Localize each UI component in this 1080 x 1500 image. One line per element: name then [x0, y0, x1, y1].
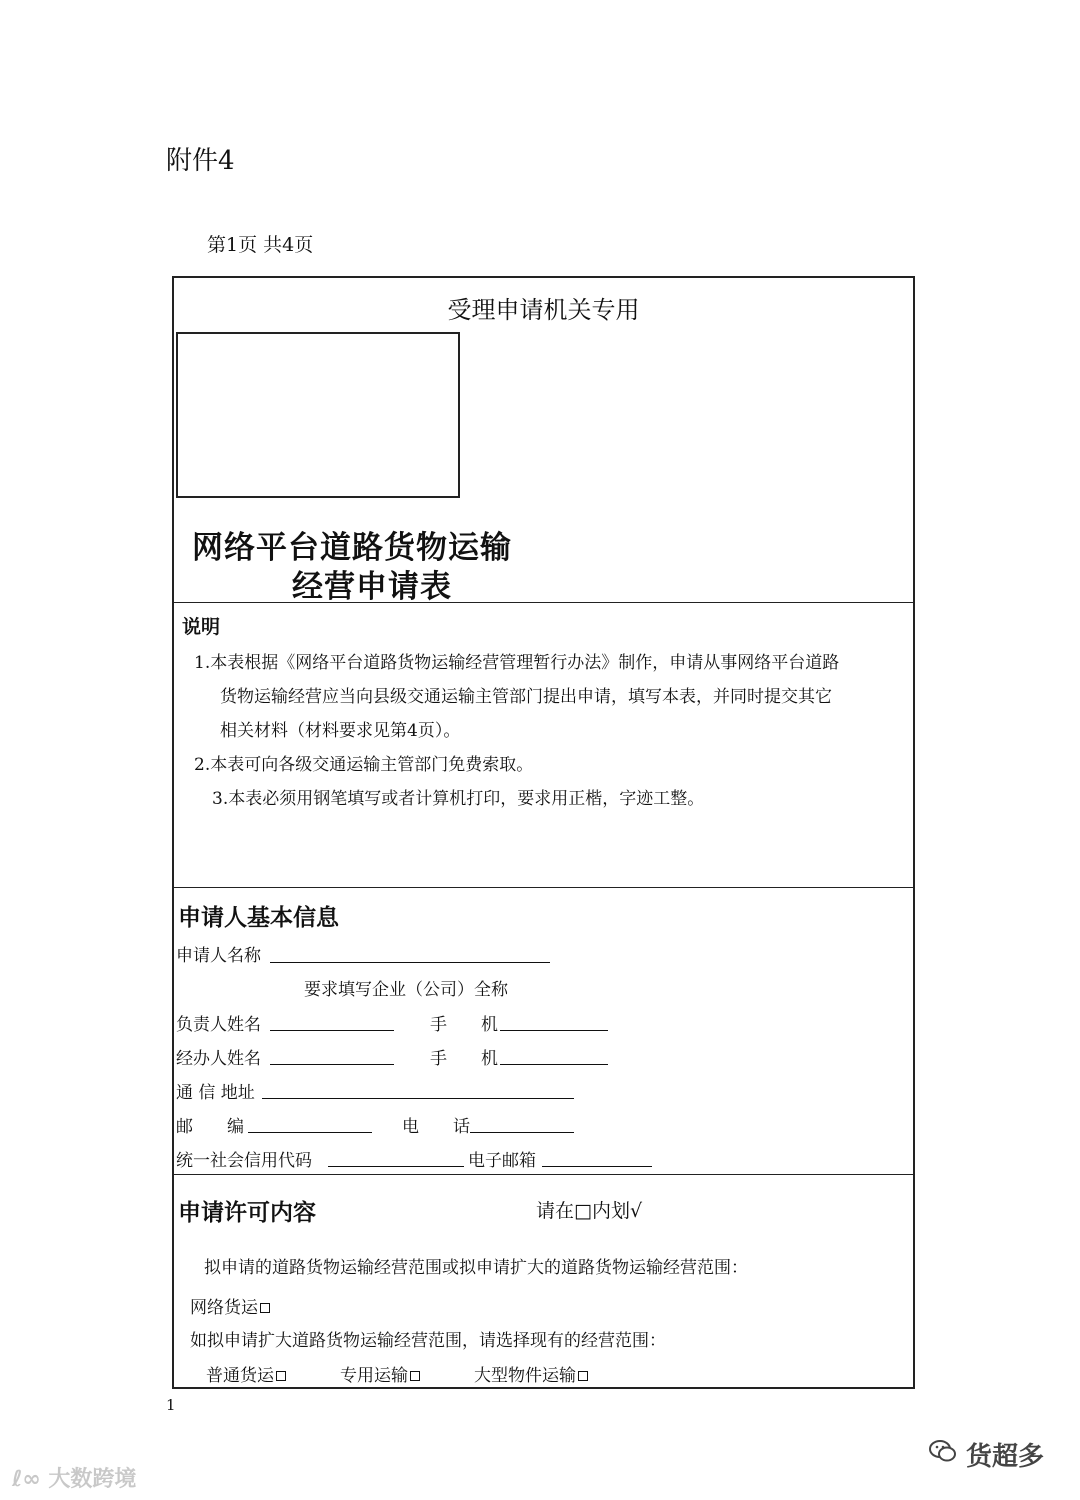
applicant-name-hint: 要求填写企业（公司）全称 — [304, 980, 508, 1000]
principal-name-field[interactable] — [270, 1030, 394, 1031]
postcode-label: 邮 编 — [176, 1117, 244, 1137]
watermark-left-text: 大数跨境 — [48, 1467, 137, 1492]
option-label: 普通货运 — [206, 1366, 274, 1386]
principal-mobile-label: 手 机 — [430, 1015, 498, 1035]
checkbox[interactable] — [276, 1371, 286, 1381]
notes-heading: 说明 — [182, 616, 221, 638]
agent-mobile-label: 手 机 — [430, 1049, 498, 1069]
divider — [174, 1174, 913, 1175]
option-special-transport[interactable] — [340, 1361, 420, 1386]
option-label: 专用运输 — [340, 1366, 408, 1386]
divider — [174, 887, 913, 888]
agent-mobile-field[interactable] — [500, 1064, 608, 1065]
applicant-info-heading: 申请人基本信息 — [178, 905, 339, 931]
agent-name-label: 经办人姓名 — [176, 1049, 261, 1069]
phone-field[interactable] — [470, 1132, 574, 1133]
page-info: 第1页 共4页 — [207, 234, 314, 256]
watermark-logo-icon: ℓ∞ — [12, 1467, 49, 1492]
office-use-label: 受理申请机关专用 — [447, 296, 640, 324]
divider — [174, 602, 913, 603]
option-general-freight[interactable] — [206, 1361, 286, 1386]
agent-name-field[interactable] — [270, 1064, 394, 1065]
checkbox[interactable] — [578, 1371, 588, 1381]
wechat-icon — [928, 1436, 958, 1466]
address-field[interactable] — [262, 1098, 574, 1099]
permit-expand-text: 如拟申请扩大道路货物运输经营范围，请选择现有的经营范围： — [190, 1331, 666, 1351]
postcode-field[interactable] — [248, 1132, 372, 1133]
email-field[interactable] — [542, 1166, 652, 1167]
form-title-line1: 网络平台道路货物运输 — [192, 530, 512, 566]
checkbox[interactable] — [410, 1371, 420, 1381]
applicant-name-label: 申请人名称 — [176, 946, 261, 966]
principal-mobile-field[interactable] — [500, 1030, 608, 1031]
option-label: 大型物件运输 — [474, 1366, 576, 1386]
option-large-cargo[interactable] — [474, 1361, 588, 1386]
permit-intro: 拟申请的道路货物运输经营范围或拟申请扩大的道路货物运输经营范围： — [204, 1258, 748, 1278]
option-network-freight[interactable] — [190, 1293, 270, 1318]
permit-hint: 请在□内划√ — [536, 1200, 643, 1222]
permit-content-heading: 申请许可内容 — [178, 1200, 316, 1226]
note-item-1-cont: 货物运输经营应当向县级交通运输主管部门提出申请，填写本表，并同时提交其它 — [220, 687, 832, 707]
stamp-box — [176, 332, 460, 498]
address-label: 通 信 地址 — [176, 1083, 255, 1103]
note-item-3: 3.本表必须用钢笔填写或者计算机打印，要求用正楷，字迹工整。 — [212, 789, 705, 809]
credit-code-label: 统一社会信用代码 — [176, 1151, 312, 1171]
application-form — [172, 276, 915, 1389]
attachment-label: 附件4 — [166, 146, 235, 176]
credit-code-field[interactable] — [328, 1166, 464, 1167]
page-number: 1 — [166, 1396, 176, 1414]
phone-label: 电 话 — [402, 1117, 470, 1137]
applicant-name-field[interactable] — [270, 962, 550, 963]
watermark-right: 货超多 — [966, 1442, 1045, 1472]
note-item-1-cont: 相关材料（材料要求见第4页）。 — [220, 721, 461, 741]
watermark-left — [12, 1462, 136, 1493]
checkbox[interactable] — [260, 1303, 270, 1313]
note-item-2: 2.本表可向各级交通运输主管部门免费索取。 — [194, 755, 534, 775]
principal-name-label: 负责人姓名 — [176, 1015, 261, 1035]
email-label: 电子邮箱 — [468, 1151, 536, 1171]
note-item-1: 1.本表根据《网络平台道路货物运输经营管理暂行办法》制作，申请从事网络平台道路 — [194, 653, 840, 673]
form-title-line2: 经营申请表 — [292, 569, 452, 605]
option-label: 网络货运 — [190, 1298, 258, 1318]
